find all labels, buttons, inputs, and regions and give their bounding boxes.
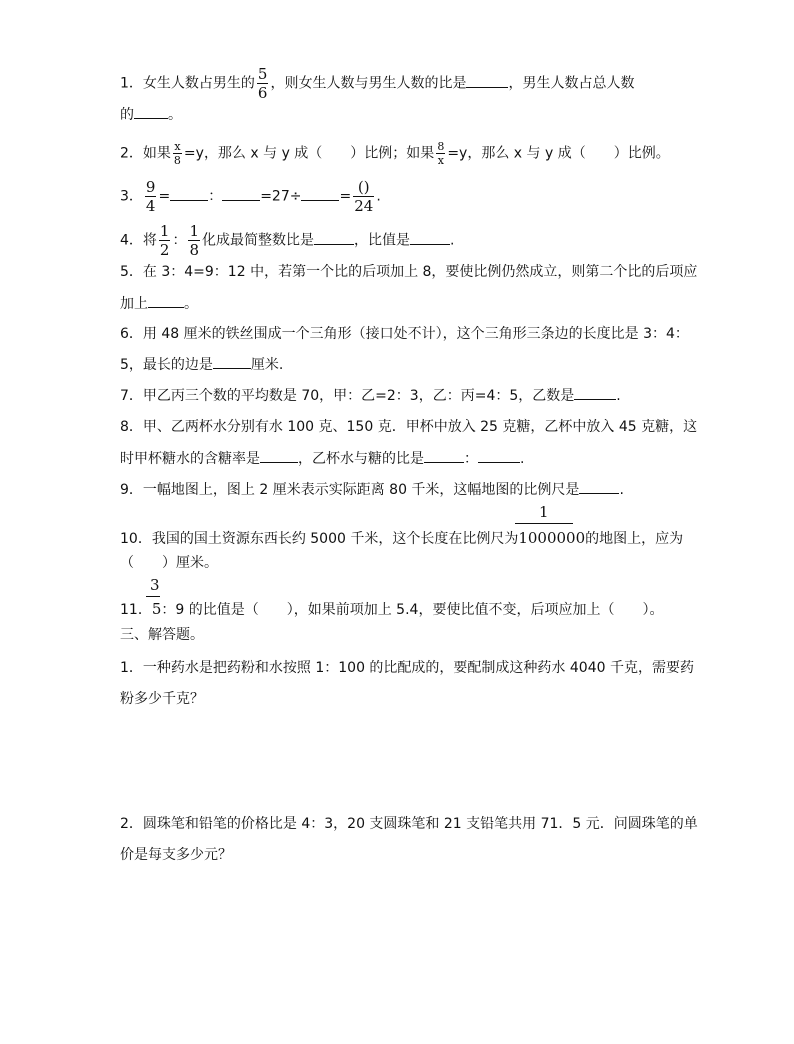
q8-blank-2[interactable] <box>424 450 464 463</box>
q8-text-a: 时甲杯糖水的含糖率是 <box>120 451 260 467</box>
q3-fraction-1: $\frac{9}{4}$ <box>145 178 156 215</box>
q8-text-d: . <box>520 451 525 467</box>
q11-fraction-numerator: 3 <box>150 576 160 594</box>
q2-text-b: =y，那么 x 与 y 成（ ）比例；如果 <box>183 145 435 162</box>
q1-text-d: 的 <box>120 107 134 123</box>
question-9 <box>120 481 624 499</box>
q4-text-d: ，比值是 <box>354 232 411 249</box>
q4-text-c: 化成最简整数比是 <box>202 232 315 249</box>
q2-fraction-2: $\frac{8}{x}$ <box>437 140 445 167</box>
q9-text-b: . <box>619 482 624 498</box>
q8-text-c: ： <box>464 451 478 467</box>
q2-fraction-1: $\frac{x}{8}$ <box>173 140 181 167</box>
question-6-line-2 <box>120 356 283 374</box>
q9-text-a: 9．一幅地图上，图上 2 厘米表示实际距离 80 千米，这幅地图的比例尺是 <box>120 482 580 498</box>
q4-text-e: . <box>450 232 455 249</box>
q3-blank-2[interactable] <box>222 188 260 201</box>
q3-blank-1[interactable] <box>170 188 208 201</box>
solve-question-2-line-2: 价是每支多少元？ <box>120 847 232 863</box>
q1-text-c: ，男生人数占总人数 <box>508 75 635 92</box>
q6-blank[interactable] <box>213 356 251 369</box>
q4-fraction-2: $\frac{1}{8}$ <box>189 222 200 259</box>
q11-text-a: 11． <box>120 602 152 618</box>
q10-fraction-numerator: 1 <box>539 503 549 521</box>
q10-text-a: 10．我国的国土资源东西长约 5000 千米，这个长度在比例尺为 <box>120 531 519 547</box>
q7-blank[interactable] <box>574 387 616 400</box>
q4-text-a: 4．将 <box>120 232 157 249</box>
question-10-line-2: （ ）厘米。 <box>120 555 218 571</box>
q3-text-f: . <box>376 188 381 205</box>
question-5-line-1: 5．在 3：4=9：12 中，若第一个比的后项加上 8，要使比例仍然成立，则第二个比的后项应 <box>120 264 698 280</box>
question-7 <box>120 387 621 405</box>
q4-fraction-1: $\frac{1}{2}$ <box>159 222 170 259</box>
question-5-line-2 <box>120 295 198 313</box>
solve-question-1-line-2: 粉多少千克？ <box>120 691 204 707</box>
q8-text-b: ，乙杯水与糖的比是 <box>298 451 424 467</box>
q10-text-b: 的地图上，应为 <box>585 531 684 547</box>
q10-fraction-denominator: 1000000 <box>518 529 586 547</box>
q6-text-a: 5，最长的边是 <box>120 357 213 373</box>
q11-fraction-denominator: 5 <box>151 600 162 618</box>
q5-text-a: 加上 <box>120 296 148 312</box>
question-8-line-2 <box>120 450 524 468</box>
q4-blank-2[interactable] <box>410 232 450 245</box>
q3-fraction-2: $\frac{()}{24}$ <box>354 178 374 215</box>
q7-text-b: . <box>616 388 621 404</box>
question-1-line-2 <box>120 106 182 124</box>
q8-blank-3[interactable] <box>478 450 520 463</box>
q11-text-c: ：9 的比值是（ ），如果前项加上 5.4，要使比值不变，后项应加上（ ）。 <box>161 602 664 618</box>
q5-blank[interactable] <box>148 295 184 308</box>
q3-blank-3[interactable] <box>301 188 339 201</box>
q5-text-b: 。 <box>184 296 198 312</box>
q1-blank-1[interactable] <box>466 75 508 88</box>
question-4 <box>120 222 454 259</box>
question-10-line-1 <box>120 529 683 548</box>
solve-question-2-line-1: 2．圆珠笔和铅笔的价格比是 4：3，20 支圆珠笔和 21 支铅笔共用 71．5 元．问圆珠笔的单 <box>120 816 698 832</box>
question-1-line-1 <box>120 65 634 102</box>
q3-text-c: ： <box>208 188 223 205</box>
q1-text-e: 。 <box>168 107 182 123</box>
q7-text-a: 7．甲乙丙三个数的平均数是 70，甲：乙=2：3，乙：丙=4：5，乙数是 <box>120 388 575 404</box>
q1-text-a: 1．女生人数占男生的 <box>120 75 255 92</box>
q10-fraction-bar <box>515 523 573 524</box>
q4-blank-1[interactable] <box>314 232 354 245</box>
question-2 <box>120 140 670 167</box>
question-6-line-1: 6．用 48 厘米的铁丝围成一个三角形（接口处不计），这个三角形三条边的长度比是 3：4： <box>120 326 689 342</box>
q3-text-a: 3． <box>120 188 143 205</box>
q9-blank[interactable] <box>579 481 619 494</box>
q4-text-b: ： <box>172 232 187 249</box>
question-8-line-1: 8．甲、乙两杯水分别有水 100 克、150 克．甲杯中放入 25 克糖，乙杯中放入 45 克糖，这 <box>120 419 698 435</box>
q6-text-b: 厘米. <box>250 357 284 373</box>
q2-text-c: =y，那么 x 与 y 成（ ）比例。 <box>447 145 670 162</box>
q1-blank-2[interactable] <box>134 106 168 119</box>
q8-blank-1[interactable] <box>260 450 298 463</box>
q1-text-b: ，则女生人数与男生人数的比是 <box>270 75 467 92</box>
q11-fraction-bar <box>146 596 160 597</box>
question-11 <box>120 600 663 619</box>
section-3-heading: 三、解答题。 <box>120 627 204 643</box>
solve-question-1-line-1: 1．一种药水是把药粉和水按照 1：100 的比配成的，要配制成这种药水 4040 千克，需要药 <box>120 660 694 676</box>
q1-fraction: $\frac{5}{6}$ <box>257 65 268 102</box>
q3-text-b: = <box>158 188 171 205</box>
q3-text-d: =27÷ <box>260 188 302 205</box>
q2-text-a: 2．如果 <box>120 145 171 162</box>
question-3 <box>120 178 381 215</box>
q3-text-e: = <box>339 188 352 205</box>
